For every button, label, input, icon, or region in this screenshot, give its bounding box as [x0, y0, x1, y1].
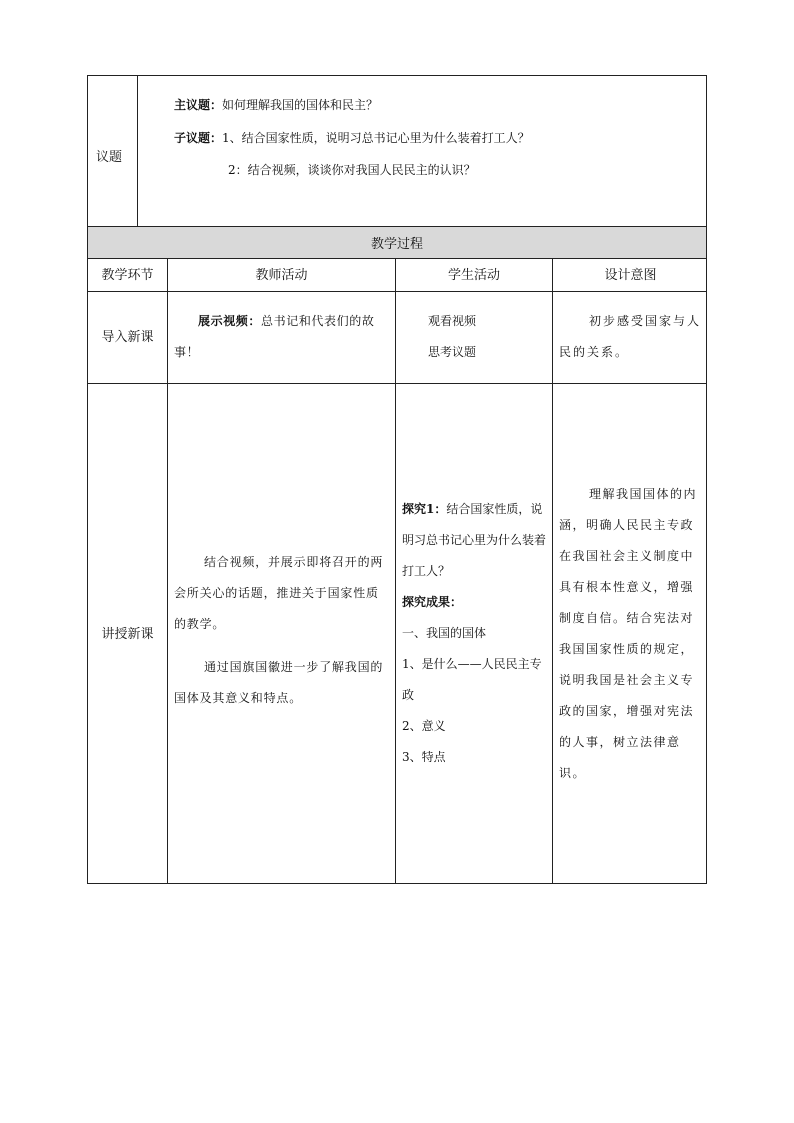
row2-intent	[559, 479, 704, 789]
process-table	[87, 258, 707, 884]
topic-section	[87, 75, 707, 227]
row2-student-explore-label: 探究1：	[402, 502, 447, 516]
header-teacher	[168, 259, 395, 291]
grid-line	[167, 259, 168, 883]
row1-intent	[559, 306, 702, 368]
row2-intent-part2: 结合宪法对我国国家性质的规定，说明我国是社会主义专政的国家，增强对宪法的人事，树立法律意识。	[559, 611, 695, 780]
sub-topic-1-text: 1、结合国家性质，说明习总书记心里为什么装着打工人？	[222, 131, 530, 145]
grid-line	[88, 383, 706, 384]
row2-teacher	[174, 547, 388, 714]
row2-teacher-para: 通过国旗国徽进一步了解我国的国体及其意义和特点。	[174, 660, 384, 705]
row2-student-item: 3、特点	[402, 750, 446, 764]
row2-teacher-para: 结合视频，并展示即将召开的两会所关心的话题，推进关于国家性质的教学。	[174, 555, 384, 631]
header-intent-label: 设计意图	[604, 267, 657, 283]
row2-stage-label: 讲授新课	[101, 626, 154, 642]
header-intent	[553, 259, 708, 291]
row1-teacher	[174, 306, 389, 368]
row2-student-item: 2、意义	[402, 719, 446, 733]
grid-line	[552, 259, 553, 883]
header-stage	[88, 259, 167, 291]
row1-stage	[88, 292, 167, 383]
process-title-row	[87, 226, 707, 259]
row2-student-result-label	[402, 587, 546, 618]
row2-student-explore	[402, 494, 546, 587]
row2-student-item: 1、是什么——人民民主专政	[402, 657, 542, 702]
grid-line	[88, 291, 706, 292]
header-stage-label: 教学环节	[101, 267, 154, 283]
main-topic-label: 主议题：	[174, 98, 223, 112]
row2-student-result-label-text: 探究成果：	[402, 595, 463, 609]
row2-student-item: 一、我国的国体	[402, 626, 487, 640]
row1-stage-label: 导入新课	[101, 330, 154, 345]
row1-teacher-label: 展示视频：	[198, 314, 262, 328]
row1-intent-text: 初步感受国家与人民的关系。	[559, 314, 702, 359]
grid-line	[395, 259, 396, 883]
row2-intent-text	[559, 479, 704, 789]
row2-stage	[88, 384, 167, 884]
sub-topic-label: 子议题：	[174, 131, 223, 145]
header-student-label: 学生活动	[447, 267, 500, 283]
sub-topic-2: 2：结合视频，谈谈你对我国人民民主的认识？	[228, 163, 476, 177]
header-teacher-label: 教师活动	[255, 267, 308, 283]
topic-label: 议题	[96, 150, 123, 165]
row2-student	[402, 494, 546, 773]
header-student	[396, 259, 552, 291]
row2-student-explore-text: 结合国家性质，说明习总书记心里为什么装着打工人？	[402, 502, 547, 578]
row1-student	[428, 306, 548, 368]
row1-student-line: 思考议题	[428, 345, 477, 359]
row1-student-line: 观看视频	[428, 314, 477, 328]
main-topic	[174, 96, 378, 113]
row1-teacher-text: 总书记和代表们的故事！	[174, 314, 375, 359]
sub-topic-1	[174, 129, 530, 146]
main-topic-text: 如何理解我国的国体和民主？	[222, 98, 379, 112]
row2-intent-part1: 理解我国国体的内涵，明确人民民主专政在我国社会主义制度中具有根本性意义，增强制度自信。	[559, 487, 698, 625]
process-title: 教学过程	[370, 237, 423, 252]
